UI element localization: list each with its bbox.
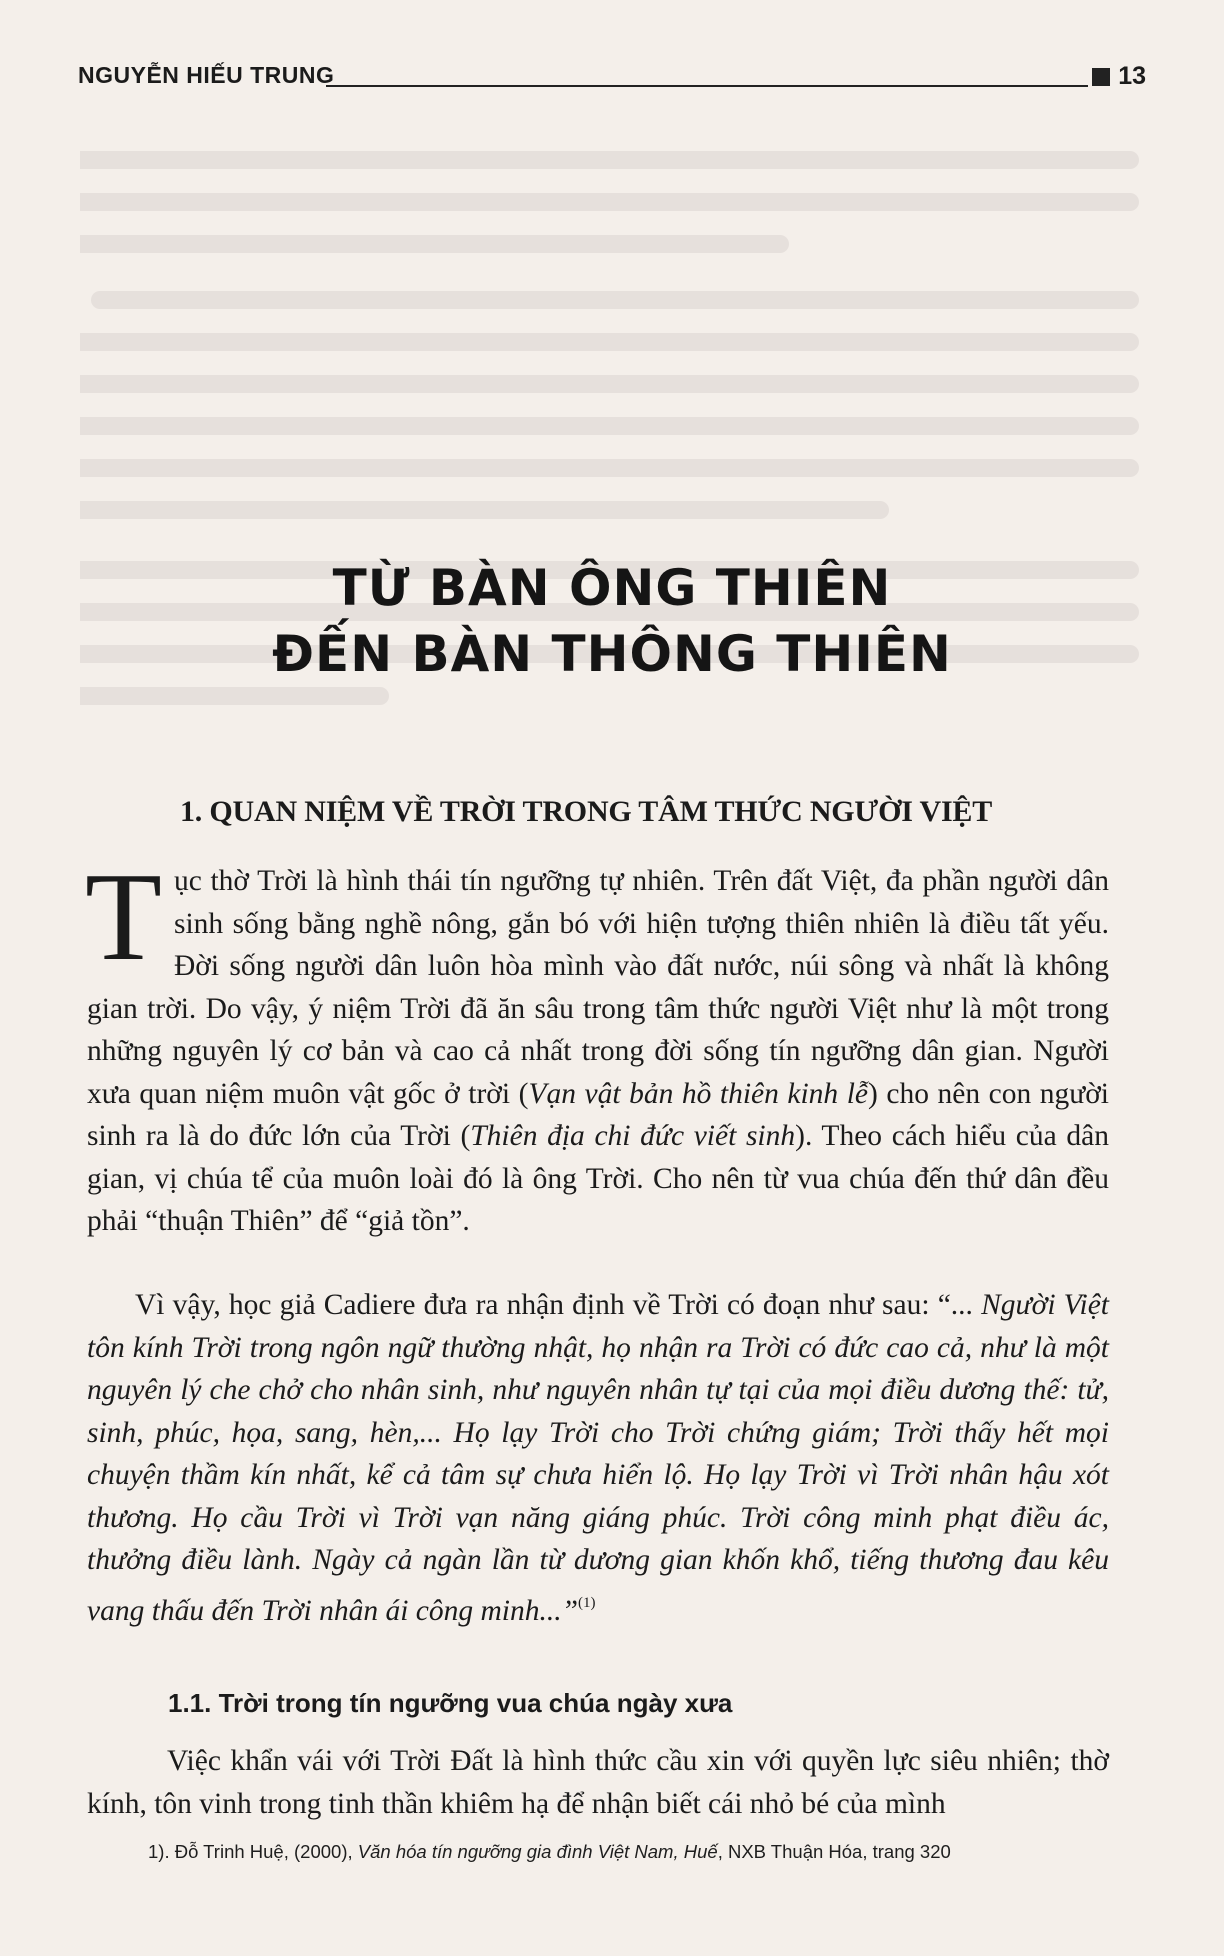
paragraph-1 <box>85 848 1110 1243</box>
paragraph-2 <box>87 1284 1109 1632</box>
section-heading: 1. QUAN NIỆM VỀ TRỜI TRONG TÂM THỨC NGƯỜI VIỆT <box>180 795 993 828</box>
chapter-title-line-1: TỪ BÀN ÔNG THIÊN <box>332 559 892 617</box>
quote-close: ” <box>561 1594 579 1627</box>
footnote-title: Văn hóa tín ngưỡng gia đình Việt Nam, Huế <box>357 1841 718 1862</box>
paragraph-2-text: Vì vậy, học giả Cadiere đưa ra nhận định về Trời có đoạn như sau: “... <box>135 1289 973 1321</box>
running-header <box>78 60 1146 100</box>
paragraph-3 <box>87 1740 1109 1825</box>
drop-cap: T <box>85 848 162 987</box>
footnote-ref: (1) <box>578 1594 596 1611</box>
cadiere-quote: Người Việt tôn kính Trời trong ngôn ngữ thường nhật, họ nhận ra Trời có đức cao cả, như là một nguyên lý che chở cho nhân sinh, như nguyên nhân tự tại của mọi điều dương thế: tử, sinh, phúc, họa, sang, hèn,... Họ lạy Trời cho Trời chứng giám; Trời thấy hết mọi chuyện thầm kín nhất, kể cả tâm sự chưa hiển lộ. Họ lạy Trời vì Trời nhân hậu xót thương. Họ cầu Trời vì Trời vạn năng giáng phúc. Trời công minh phạt điều ác, thưởng điều lành. Ngày cả ngàn lần từ dương gian khốn khổ, tiếng thương đau kêu vang thấu đến Trời nhân ái công minh... <box>87 1289 1109 1627</box>
chapter-title-line-2: ĐẾN BÀN THÔNG THIÊN <box>272 625 952 683</box>
paragraph-1-text-a: ục thờ Trời là hình thái tín ngưỡng tự nhiên. Trên đất Việt, đa phần người dân sinh sống bằng nghề nông, gắn bó với hiện tượng thiên nhiên là điều tất yếu. Đời sống người dân luôn hòa mình vào đất nước, núi sông và nhất là không gian trời. Do vậy, ý niệm Trời đã ăn sâu trong tâm thức người Việt như là một trong những nguyên lý cơ bản và cao cả nhất trong đời sống tín ngưỡng dân gian. Người xưa quan niệm muôn vật gốc ở trời ( <box>87 865 1109 1110</box>
page-number: 13 <box>1118 62 1146 90</box>
paragraph-1-text-b: ) cho nên con người sinh ra là do đức lớn của Trời ( <box>87 1077 1110 1152</box>
chapter-title <box>0 555 1224 687</box>
paragraph-1-text-c: ). Theo cách hiểu của dân gian, vị chúa tể của muôn loài đó là ông Trời. Cho nên từ vua chúa đến thứ dân đều phải “thuận Thiên” để “giả tồn”. <box>87 1120 1109 1237</box>
header-author: NGUYỄN HIẾU TRUNG <box>78 62 335 88</box>
subsection-heading: 1.1. Trời trong tín ngưỡng vua chúa ngày xưa <box>168 1688 733 1718</box>
footnote-text-a: 1). Đỗ Trinh Huệ, (2000), <box>148 1841 358 1862</box>
paragraph-3-text: Việc khẩn vái với Trời Đất là hình thức cầu xin với quyền lực siêu nhiên; thờ kính, tôn vinh trong tinh thần khiêm hạ để nhận biết cái nhỏ bé của mình <box>87 1745 1109 1820</box>
header-square-marker <box>1092 68 1110 86</box>
footnote <box>148 1841 951 1863</box>
paragraph-1-italic-1: Vạn vật bản hồ thiên kinh lễ <box>528 1077 868 1110</box>
paragraph-1-italic-2: Thiên địa chi đức viết sinh <box>470 1120 796 1152</box>
header-rule <box>326 85 1088 87</box>
footnote-text-b: , NXB Thuận Hóa, trang 320 <box>717 1841 951 1862</box>
